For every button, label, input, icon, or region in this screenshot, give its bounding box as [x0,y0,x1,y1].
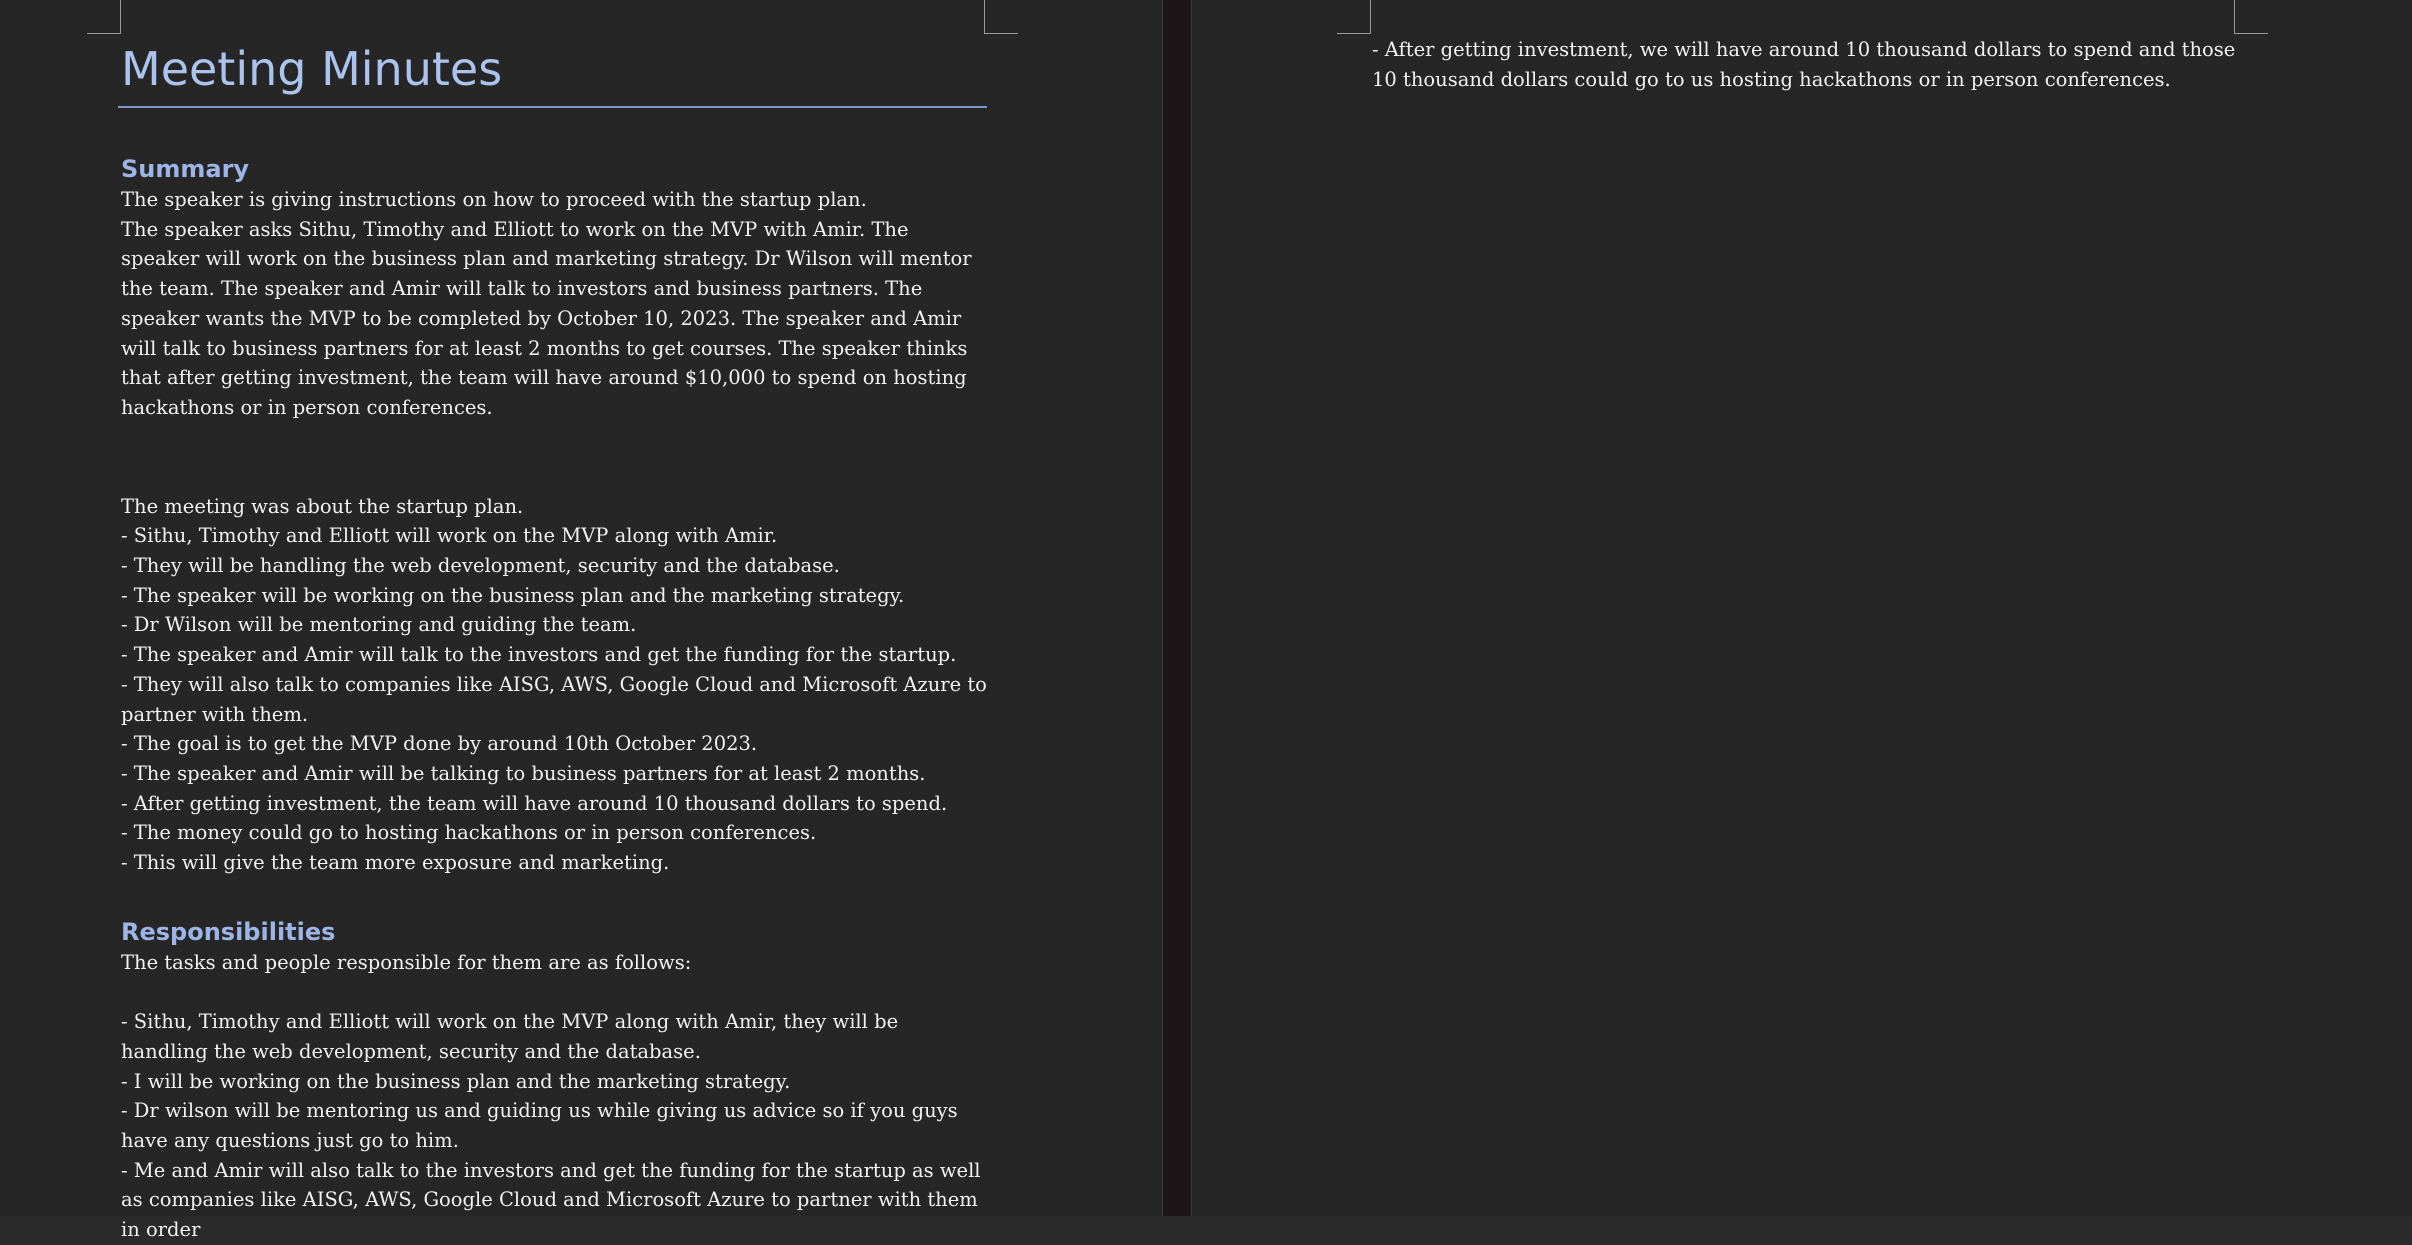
responsibility-item[interactable]: - Dr wilson will be mentoring us and guiding us while giving us advice so if you guys have any questions just go to him. [121,1099,958,1152]
margin-marker-top-right [2234,0,2268,34]
page-2-body[interactable] [1372,35,2412,94]
notes-item[interactable]: - Sithu, Timothy and Elliott will work on the MVP along with Amir. [121,524,778,548]
notes-item[interactable]: - The speaker and Amir will be talking to business partners for at least 2 months. [121,761,926,785]
summary-line-1[interactable]: The speaker is giving instructions on how to proceed with the startup plan. [121,188,867,211]
page-1-body[interactable] [121,40,989,1245]
document-title[interactable]: Meeting Minutes [118,40,987,108]
responsibilities-heading[interactable]: Responsibilities [121,917,336,946]
responsibilities-intro[interactable]: The tasks and people responsible for them are as follows: [121,950,692,974]
responsibility-item[interactable]: - I will be working on the business plan and the marketing strategy. [121,1069,791,1093]
page-2-item[interactable]: - After getting investment, we will have around 10 thousand dollars to spend and those 10 thousand dollars could go to us hosting hackathons or in person conferences. [1372,38,2236,91]
notes-item[interactable]: - After getting investment, the team will have around 10 thousand dollars to spend. [121,791,948,815]
responsibility-item[interactable]: - Sithu, Timothy and Elliott will work on the MVP along with Amir, they will be handling the web development, security and the database. [121,1010,899,1063]
responsibility-item[interactable]: - Me and Amir will also talk to the investors and get the funding for the startup as well as companies like AISG, AWS, Google Cloud and Microsoft Azure to partner with them in order [121,1158,981,1242]
notes-item[interactable]: - They will be handling the web development, security and the database. [121,554,840,578]
notes-list [121,521,989,877]
notes-item[interactable]: - Dr Wilson will be mentoring and guiding the team. [121,613,637,637]
document-page-1[interactable] [0,0,1162,1242]
notes-item[interactable]: - The speaker will be working on the business plan and the marketing strategy. [121,583,905,607]
notes-item[interactable]: - The speaker and Amir will talk to the investors and get the funding for the startup. [121,643,957,667]
responsibilities-list [121,1007,989,1245]
document-page-2[interactable] [1192,0,2412,1216]
margin-marker-top-left [1337,0,1371,34]
summary-paragraph[interactable]: The speaker asks Sithu, Timothy and Elliott to work on the MVP with Amir. The speaker will work on the business plan and marketing strategy. Dr Wilson will mentor the team. The speaker and Amir will talk to investors and business partners. The speaker wants the MVP to be completed by October 10, 2023. The speaker and Amir will talk to business partners for at least 2 months to get courses. The speaker thinks that after getting investment, the team will have around $10,000 to spend on hosting hackathons or in person conferences. [121,217,972,419]
margin-marker-top-left [87,0,121,34]
margin-marker-top-right [984,0,1018,34]
notes-intro[interactable]: The meeting was about the startup plan. [121,494,524,518]
notes-item[interactable]: - The goal is to get the MVP done by around 10th October 2023. [121,732,758,756]
notes-item[interactable]: - This will give the team more exposure and marketing. [121,851,670,875]
summary-heading[interactable]: Summary [121,155,250,183]
notes-item[interactable]: - They will also talk to companies like AISG, AWS, Google Cloud and Microsoft Azure to partner with them. [121,672,987,726]
page-gutter [1162,0,1192,1216]
notes-item[interactable]: - The money could go to hosting hackathons or in person conferences. [121,821,817,845]
